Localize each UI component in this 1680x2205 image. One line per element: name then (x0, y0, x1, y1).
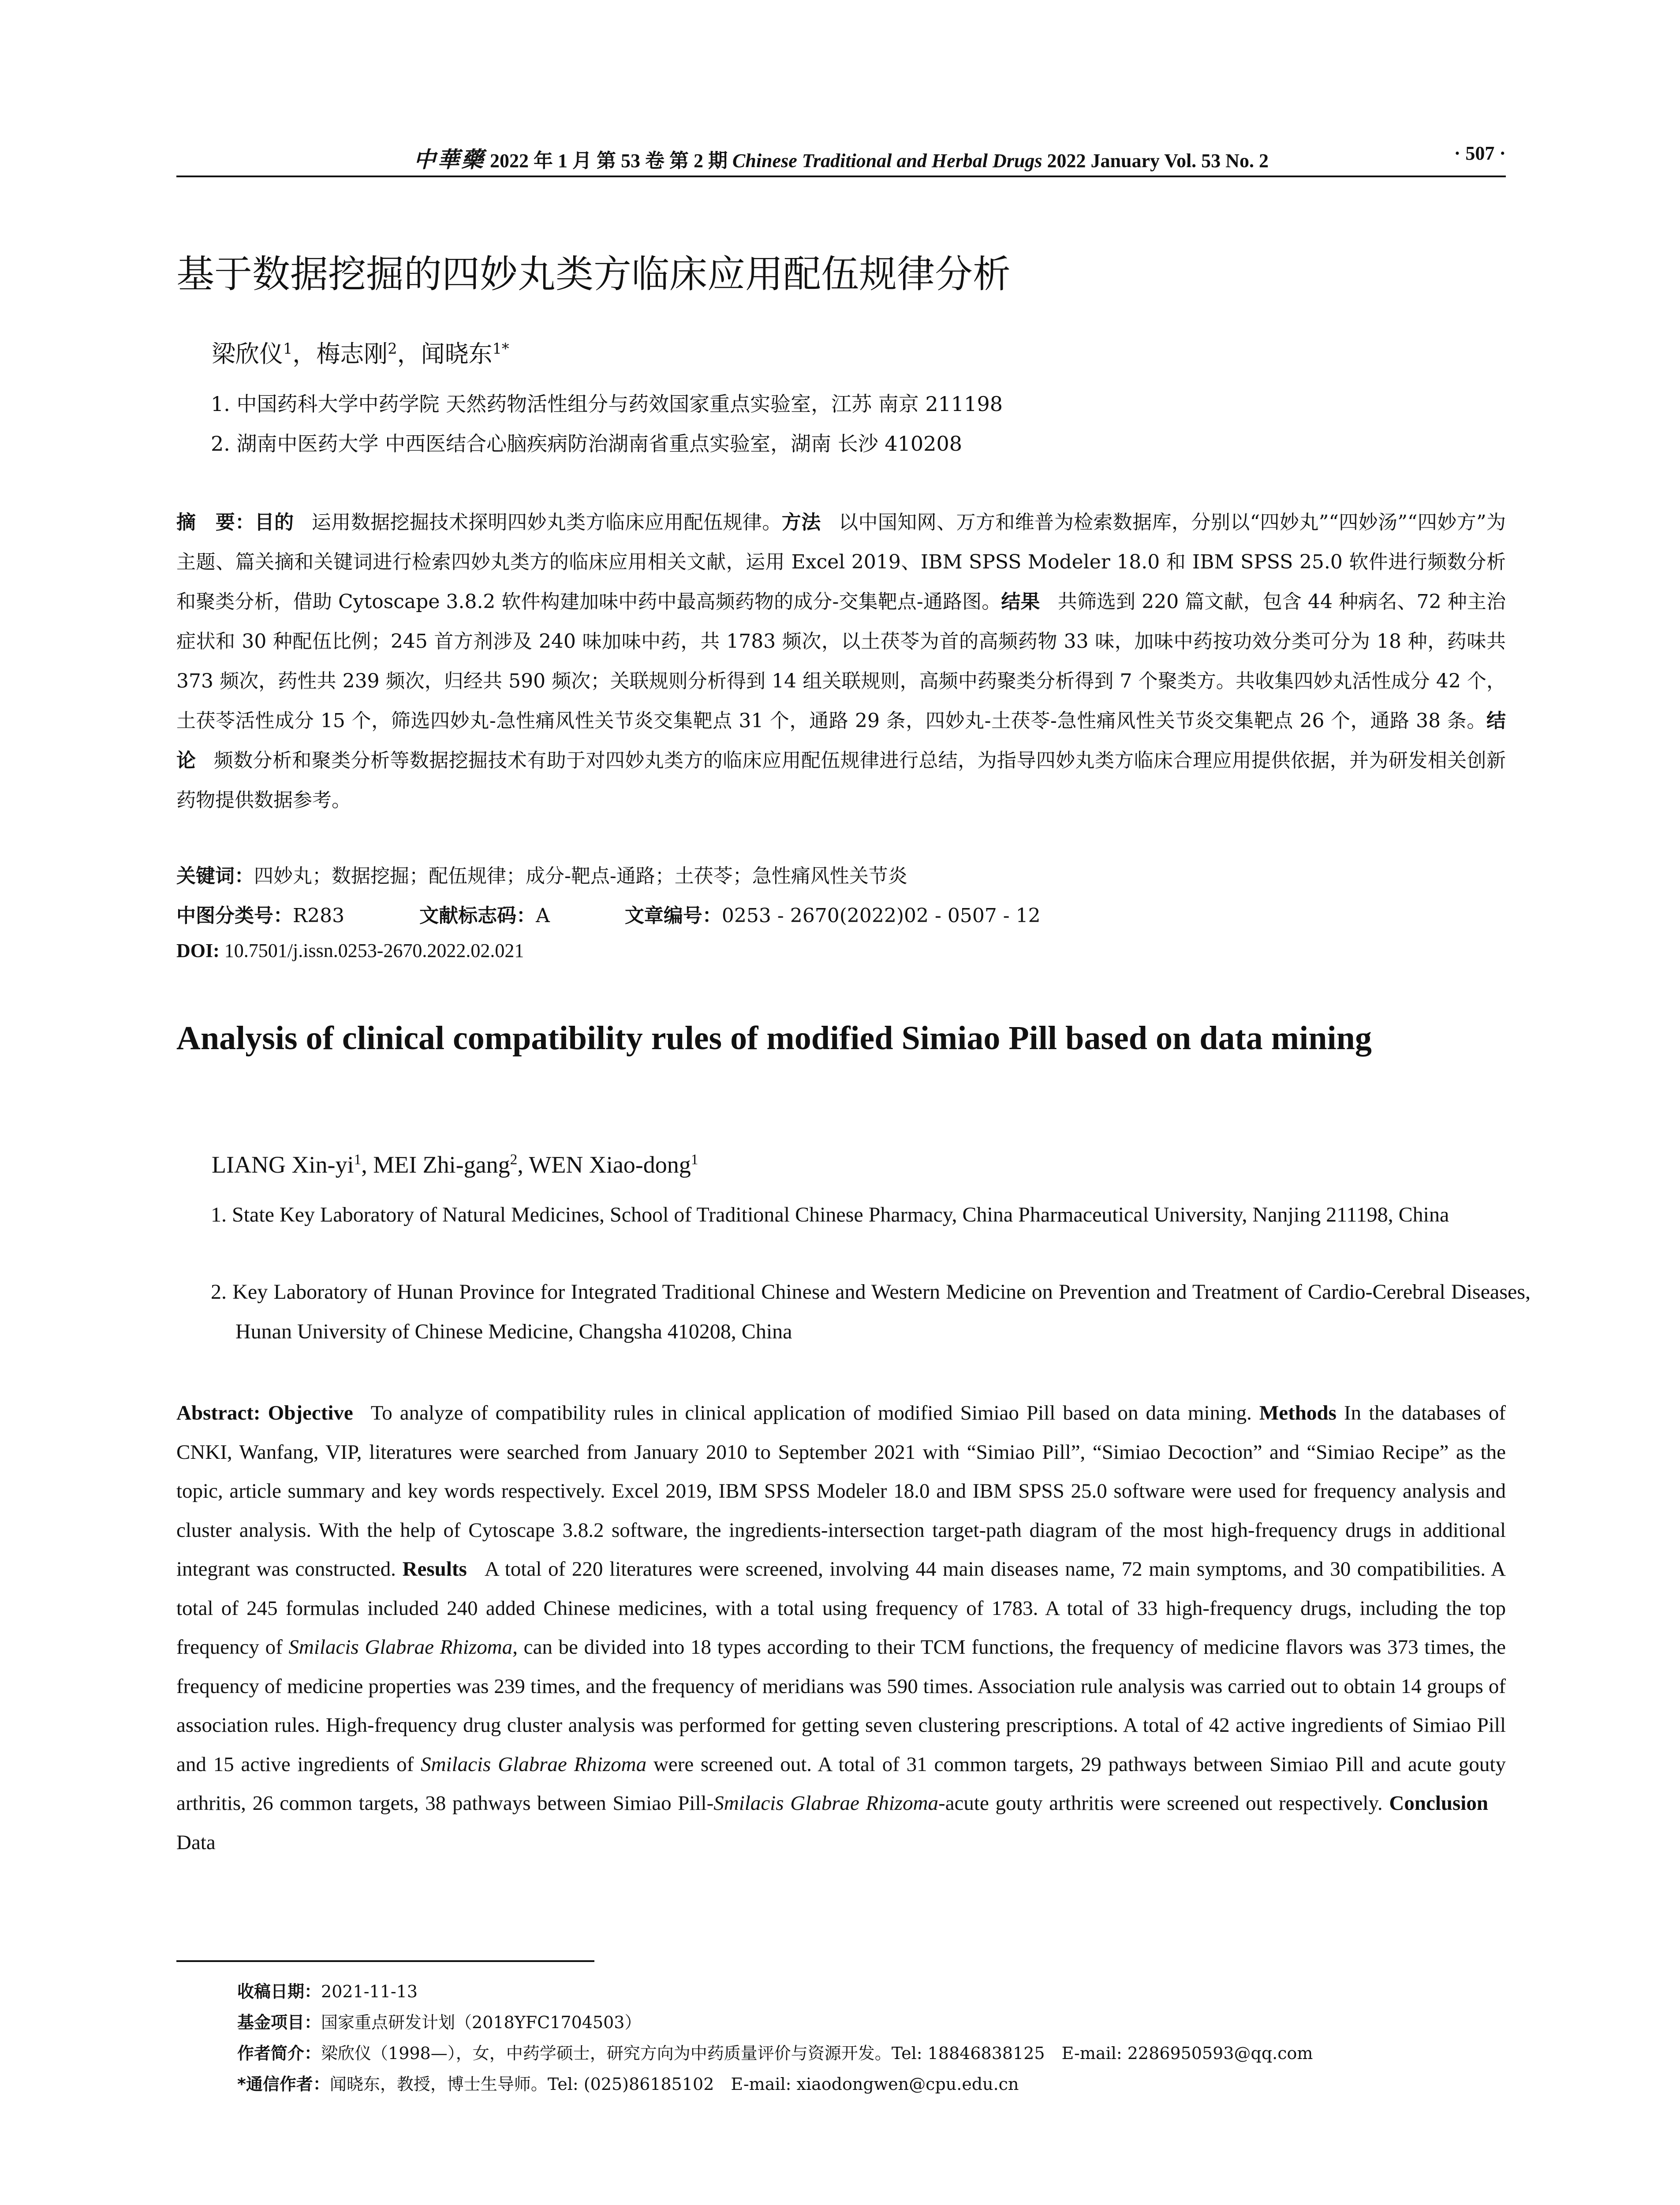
en-results-text-b: , can be divided into 18 types according to their TCM functions, the frequency of medicine flavors was 373 times, the frequency of medicine properties was 239 times, and the frequency of meridians was 590 times. Association rule analysis was carried out to obtain 14 groups of association rules. High-frequency drug cluster analysis was performed for getting seven clustering prescriptions. A total of 42 active ingredients of Simiao Pill and 15 active ingredients of (176, 1636, 1506, 1776)
cn-conclusion-label: 结论 (176, 710, 1506, 772)
en-author-mark: 1 (691, 1151, 698, 1168)
en-author-mark: 1 (354, 1151, 362, 1168)
page-number: · 507 · (1454, 142, 1506, 164)
cn-author-name: 闻晓东 (421, 340, 493, 368)
en-results-label: Results (402, 1558, 467, 1581)
cn-conclusion-text: 频数分析和聚类分析等数据挖掘技术有助于对四妙丸类方的临床应用配伍规律进行总结，为指导四妙丸类方临床合理应用提供依据，并为研发相关创新药物提供数据参考。 (176, 749, 1506, 811)
cn-keywords-label: 关键词： (176, 865, 254, 887)
en-conclusion-label: Conclusion (1389, 1792, 1489, 1815)
doc-code-label: 文献标志码： (419, 904, 536, 927)
cn-affiliation-2: 2. 湖南中医药大学 中西医结合心脑疾病防治湖南省重点实验室，湖南 长沙 410208 (211, 432, 962, 456)
footnote-author (237, 2040, 1313, 2064)
en-authors: LIANG Xin-$yi^1$, MEI Zhi-gang$^2$, WEN Xiao-dong$^1$ (212, 1151, 698, 1178)
cn-author-mark: 2 (388, 340, 397, 357)
cn-author-name: 梅志刚 (316, 340, 388, 368)
article-no-label: 文章编号： (624, 904, 722, 927)
journal-issue-cn: 2022 年 1 月 第 53 卷 第 2 期 (485, 150, 733, 172)
doi-line (176, 939, 1506, 962)
clc-label: 中图分类号： (176, 904, 293, 927)
received-label: 收稿日期： (237, 1982, 321, 2001)
cn-title: 基于数据挖掘的四妙丸类方临床应用配伍规律分析 (176, 252, 1011, 296)
clc-value: R283 (293, 904, 345, 927)
en-title: Analysis of clinical compatibility rules of modified Simiao Pill based on data mining (176, 1020, 1372, 1057)
en-author-name: MEI Zhi-gang (373, 1151, 510, 1178)
footnote-rule (176, 1960, 594, 1962)
cn-keywords (176, 860, 1506, 888)
received-date: 2021-11-13 (321, 1982, 418, 2001)
en-results-text-c: were screened out. A total of 31 common targets, 29 pathways between Simiao Pill and acute gouty arthritis, 26 common targets, 38 pathways between Simiao Pill- (176, 1753, 1506, 1815)
author-bio-text: 梁欣仪（1998—），女，中药学硕士，研究方向为中药质量评价与资源开发。Tel: 18846838125 E-mail: 2286950593@qq.com (321, 2044, 1313, 2063)
fund-label: 基金项目： (237, 2013, 321, 2032)
article-no-value: 0253 - 2670(2022)02 - 0507 - 12 (721, 904, 1041, 927)
cn-abstract-label: 摘 要： (176, 511, 255, 534)
doi-value: 10.7501/j.issn.0253-2670.2022.02.021 (219, 940, 524, 961)
journal-issue-en: 2022 January Vol. 53 No. 2 (1042, 150, 1269, 172)
en-herb-name: Smilacis Glabrae Rhizoma (288, 1636, 513, 1659)
en-herb-name: Smilacis Glabrae Rhizoma (421, 1753, 647, 1776)
en-results-text-d: -acute gouty arthritis were screened out respectively. (938, 1792, 1383, 1815)
doi-label: DOI: (176, 940, 220, 961)
en-author-name: LIANG Xin-yi (212, 1151, 354, 1178)
cn-results-text: 共筛选到 220 篇文献，包含 44 种病名、72 种主治症状和 30 种配伍比例；245 首方剂涉及 240 味加味中药，共 1783 频次，以土茯苓为首的高频药物 33 味，加味中药按功效分类可分为 18 种，药味共 373 频次，药性共 239 频次，归经共 590 频次；关联规则分析得到 14 组关联规则，高频中药聚类分析得到 7 个聚类方。共收集四妙丸活性成分 42 个，土茯苓活性成分 15 个，筛选四妙丸-急性痛风性关节炎交集靶点 31 个，通路 29 条，四妙丸-土茯苓-急性痛风性关节炎交集靶点 26 个，通路 38 条。 (176, 590, 1506, 732)
en-abstract (176, 1394, 1506, 1862)
cn-classification (176, 900, 1506, 928)
en-affiliation-2: 2. Key Laboratory of Hunan Province for Integrated Traditional Chinese and Western Medicine on Prevention and Treatment of Cardio-Cerebral Diseases, Hunan University of Chinese Medicine, Changsha 410208, China (211, 1280, 1531, 1343)
cn-affiliation-1: 1. 中国药科大学中药学院 天然药物活性组分与药效国家重点实验室，江苏 南京 211198 (211, 392, 1003, 416)
en-methods-label: Methods (1259, 1401, 1337, 1424)
journal-name-en: Chinese Traditional and Herbal Drugs (732, 150, 1042, 172)
en-affiliation-1: 1. State Key Laboratory of Natural Medicines, School of Traditional Chinese Pharmacy, China Pharmaceutical University, Nanjing 211198, China (211, 1203, 1449, 1226)
journal-brand: 中華藥 (414, 147, 485, 172)
cn-methods-label: 方法 (781, 511, 821, 534)
en-author-mark: 2 (510, 1151, 518, 1168)
en-author-name: WEN Xiao-dong (529, 1151, 691, 1178)
cn-author-name: 梁欣仪 (212, 340, 283, 368)
cn-results-label: 结果 (1001, 590, 1040, 613)
footnote-corresponding (237, 2070, 1019, 2095)
author-bio-label: 作者简介： (237, 2044, 321, 2063)
footnote-received (237, 1978, 418, 2002)
cn-abstract (176, 503, 1506, 820)
en-conclusion-text: Data (176, 1831, 216, 1854)
cn-author-mark: 1 (283, 340, 293, 357)
doc-code-value: A (536, 904, 550, 927)
cn-authors: 梁欣仪$^1$，梅志刚$^2$，闻晓东$^{1*}$ (212, 340, 509, 368)
corresponding-label: *通信作者： (237, 2074, 330, 2094)
cn-author-mark: 1* (492, 340, 509, 357)
fund-text: 国家重点研发计划（2018YFC1704503） (321, 2013, 642, 2032)
cn-keywords-text: 四妙丸；数据挖掘；配伍规律；成分-靶点-通路；土茯苓；急性痛风性关节炎 (254, 865, 907, 887)
corresponding-text: 闻晓东，教授，博士生导师。Tel: (025)86185102 E-mail: xiaodongwen@cpu.edu.cn (329, 2074, 1019, 2094)
footnote-fund (237, 2009, 642, 2033)
header-rule (176, 176, 1506, 177)
cn-methods-text: 以中国知网、万方和维普为检索数据库，分别以“四妙丸”“四妙汤”“四妙方”为主题、篇关摘和关键词进行检索四妙丸类方的临床应用相关文献，运用 Excel 2019、IBM SPSS Modeler 18.0 和 IBM SPSS 25.0 软件进行频数分析和聚类分析，借助 Cytoscape 3.8.2 软件构建加味中药中最高频药物的成分-交集靶点-通路图。 (176, 511, 1506, 613)
en-results-text-a: A total of 220 literatures were screened, involving 44 main diseases name, 72 main symptoms, and 30 compatibilities. A total of 245 formulas included 240 added Chinese medicines, with a total using frequency of 1783. A total of 33 high-frequency drugs, including the top frequency of (176, 1558, 1506, 1659)
cn-objective-label: 目的 (254, 511, 294, 534)
en-methods-text: In the databases of CNKI, Wanfang, VIP, literatures were searched from January 2010 to September 2021 with “Simiao Pill”, “Simiao Decoction” and “Simiao Recipe” as the topic, article summary and key words respectively. Excel 2019, IBM SPSS Modeler 18.0 and IBM SPSS 25.0 software were used for frequency analysis and cluster analysis. With the help of Cytoscape 3.8.2 software, the ingredients-intersection target-path diagram of the most high-frequency drugs in additional integrant was constructed. (176, 1401, 1506, 1581)
en-herb-name: Smilacis Glabrae Rhizoma (713, 1792, 939, 1815)
en-abstract-label: Abstract: (176, 1401, 261, 1424)
en-objective-text: To analyze of compatibility rules in clinical application of modified Simiao Pill based on data mining. (370, 1401, 1252, 1424)
running-header (176, 142, 1506, 171)
cn-objective-text: 运用数据挖掘技术探明四妙丸类方临床应用配伍规律。 (311, 511, 782, 534)
en-objective-label: Objective (268, 1401, 353, 1424)
